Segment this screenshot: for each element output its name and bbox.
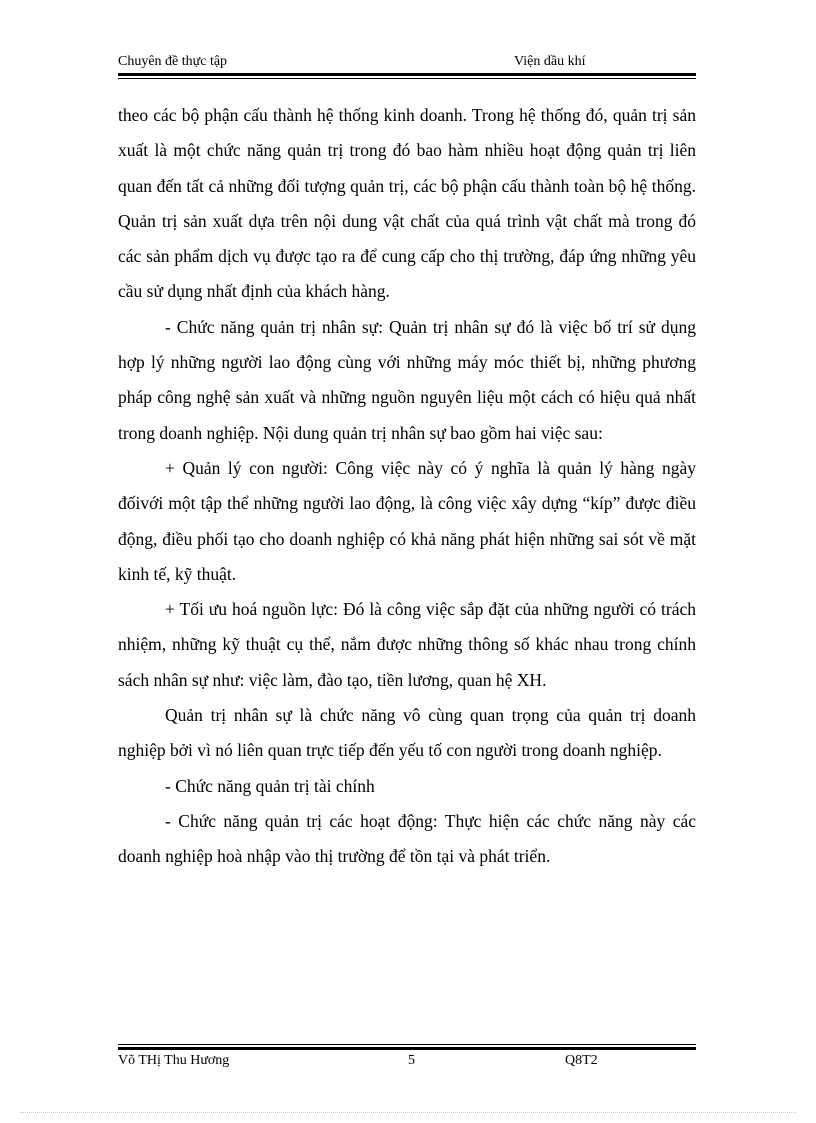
footer-rule-thick [118,1047,696,1050]
page-header [118,52,696,74]
header-rule-thin [118,78,696,79]
body-text [118,98,696,875]
paragraph: - Chức năng quản trị tài chính [165,775,375,796]
footer-rule-thin [118,1044,696,1045]
header-right-text: Viện dầu khí [514,54,586,69]
paragraph: + Tối ưu hoá nguồn lực: Đó là công việc sắp đặt của những người có trách nhiệm, những kỹ thuật cụ thể, nắm được những thông số khác nhau trong chính sách nhân sự như: việc làm, đào tạo, tiền lương, quan hệ XH. [118,599,696,690]
page-footer [118,1053,696,1075]
paragraph: - Chức năng quản trị nhân sự: Quản trị nhân sự đó là việc bố trí sử dụng hợp lý những người lao động cùng với những máy móc thiết bị, những phương pháp công nghệ sản xuất và những nguồn nguyên liệu một cách có hiệu quả nhất trong doanh nghiệp. Nội dung quản trị nhân sự bao gồm hai việc sau: [118,316,696,443]
footer-author: Võ THị Thu Hương [118,1053,230,1068]
header-left-text: Chuyên đề thực tập [118,54,228,69]
paragraph: Quản trị nhân sự là chức năng vô cùng quan trọng của quản trị doanh nghiệp bởi vì nó liên quan trực tiếp đến yếu tố con người trong doanh nghiệp. [118,705,696,761]
paragraph: + Quản lý con người: Công việc này có ý nghĩa là quản lý hàng ngày đốivới một tập thể những người lao động, là công việc xây dựng “kíp” được điều động, điều phối tạo cho doanh nghiệp có khả năng phát hiện những sai sót về mặt kinh tế, kỹ thuật. [118,457,696,584]
footer-class-code: Q8T2 [565,1053,598,1068]
header-rule-thick [118,73,696,76]
page-number: 5 [408,1053,415,1068]
paragraph: theo các bộ phận cấu thành hệ thống kinh doanh. Trong hệ thống đó, quản trị sản xuất là một chức năng quản trị trong đó bao hàm nhiều hoạt động quản trị liên quan đến tất cả những đối tượng quản trị, các bộ phận cấu thành toàn bộ hệ thống. Quản trị sản xuất dựa trên nội dung vật chất của quá trình vật chất mà trong đó các sản phẩm dịch vụ được tạo ra để cung cấp cho thị trường, đáp ứng những yêu cầu sử dụng nhất định của khách hàng. [118,105,696,302]
paragraph: - Chức năng quản trị các hoạt động: Thực hiện các chức năng này các doanh nghiệp hoà nhập vào thị trường để tồn tại và phát triển. [118,810,696,867]
page-edge-divider [20,1112,796,1113]
